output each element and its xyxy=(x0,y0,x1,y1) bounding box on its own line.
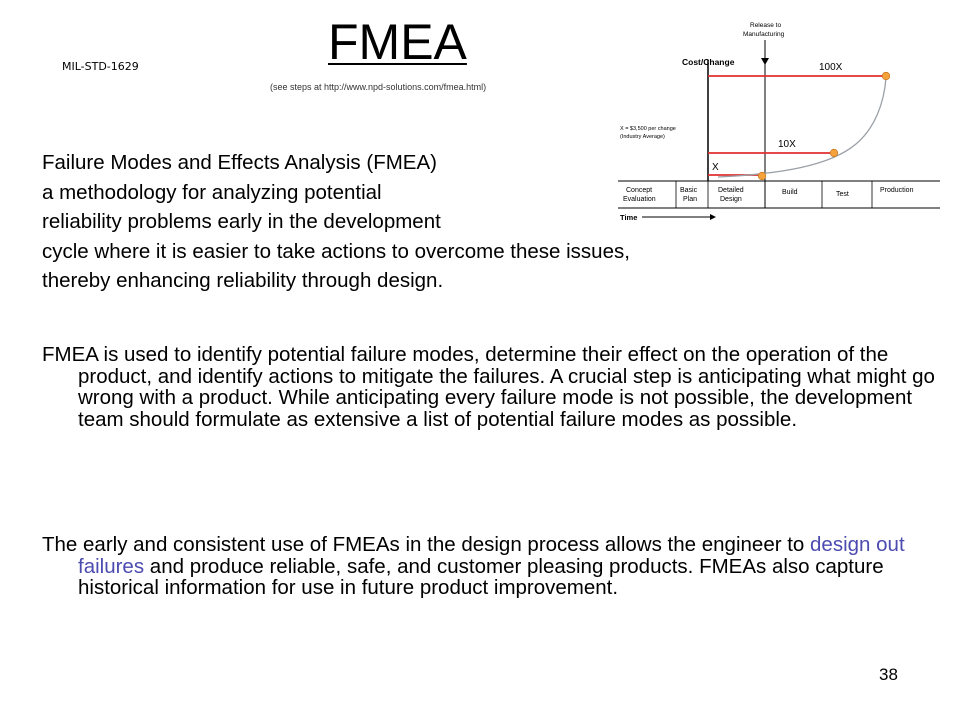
level-label-x: X xyxy=(712,162,719,173)
level-label-10x: 10X xyxy=(778,139,796,150)
phase-label-design-1: Detailed xyxy=(718,187,744,194)
design-out-failures-link[interactable]: design out failures xyxy=(78,533,905,578)
paragraph-text: The early and consistent use of FMEAs in the design process allows the engineer to xyxy=(42,533,811,556)
phase-label-test: Test xyxy=(836,191,849,198)
release-arrow-head xyxy=(761,58,769,65)
intro-line: a methodology for analyzing potential xyxy=(42,180,382,204)
phase-label-basic-1: Basic xyxy=(680,187,698,194)
page-title: FMEA xyxy=(328,14,467,70)
page-number: 38 xyxy=(879,665,898,684)
phase-label-concept-2: Evaluation xyxy=(623,196,656,203)
phase-label-concept-1: Concept xyxy=(626,187,653,194)
standard-label: MIL-STD-1629 xyxy=(62,60,139,73)
x-axis-label: Time xyxy=(620,213,638,222)
y-axis-label: Cost/Change xyxy=(682,57,735,67)
cost-note-line1: X = $3,500 per change xyxy=(620,126,676,132)
paragraph-fmea-usage: FMEA is used to identify potential failure modes, determine their effect on the operation of the product, and identify actions to mitigate the failures. A crucial step is anticipating what might go wrong with a product. While anticipating every failure mode is not possible, the development team should formulate as extensive a list of potential failure modes as possible. xyxy=(42,343,935,431)
intro-line: thereby enhancing reliability through design. xyxy=(42,269,444,292)
cost-note-line2: (Industry Average) xyxy=(620,134,665,140)
page-subtitle: (see steps at http://www.npd-solutions.com/fmea.html) xyxy=(270,82,487,92)
intro-block xyxy=(42,148,842,296)
phase-label-design-2: Design xyxy=(720,196,742,203)
paragraph-text: and produce reliable, safe, and customer pleasing products. FMEAs also capture historical information for use in future product improvement. xyxy=(78,554,884,599)
level-label-100x: 100X xyxy=(819,62,843,73)
intro-line: Failure Modes and Effects Analysis (FMEA) xyxy=(42,151,437,174)
phase-label-basic-2: Plan xyxy=(683,196,698,203)
release-label-line1: Release to xyxy=(750,22,782,29)
intro-line: cycle where it is easier to take actions to overcome these issues, xyxy=(42,239,630,263)
data-point-production xyxy=(882,72,890,80)
phase-label-build: Build xyxy=(782,189,798,196)
intro-line: reliability problems early in the development xyxy=(42,210,441,233)
release-label-line2: Manufacturing xyxy=(743,31,785,38)
paragraph-early-use xyxy=(42,534,958,599)
phase-label-production: Production xyxy=(880,187,914,194)
